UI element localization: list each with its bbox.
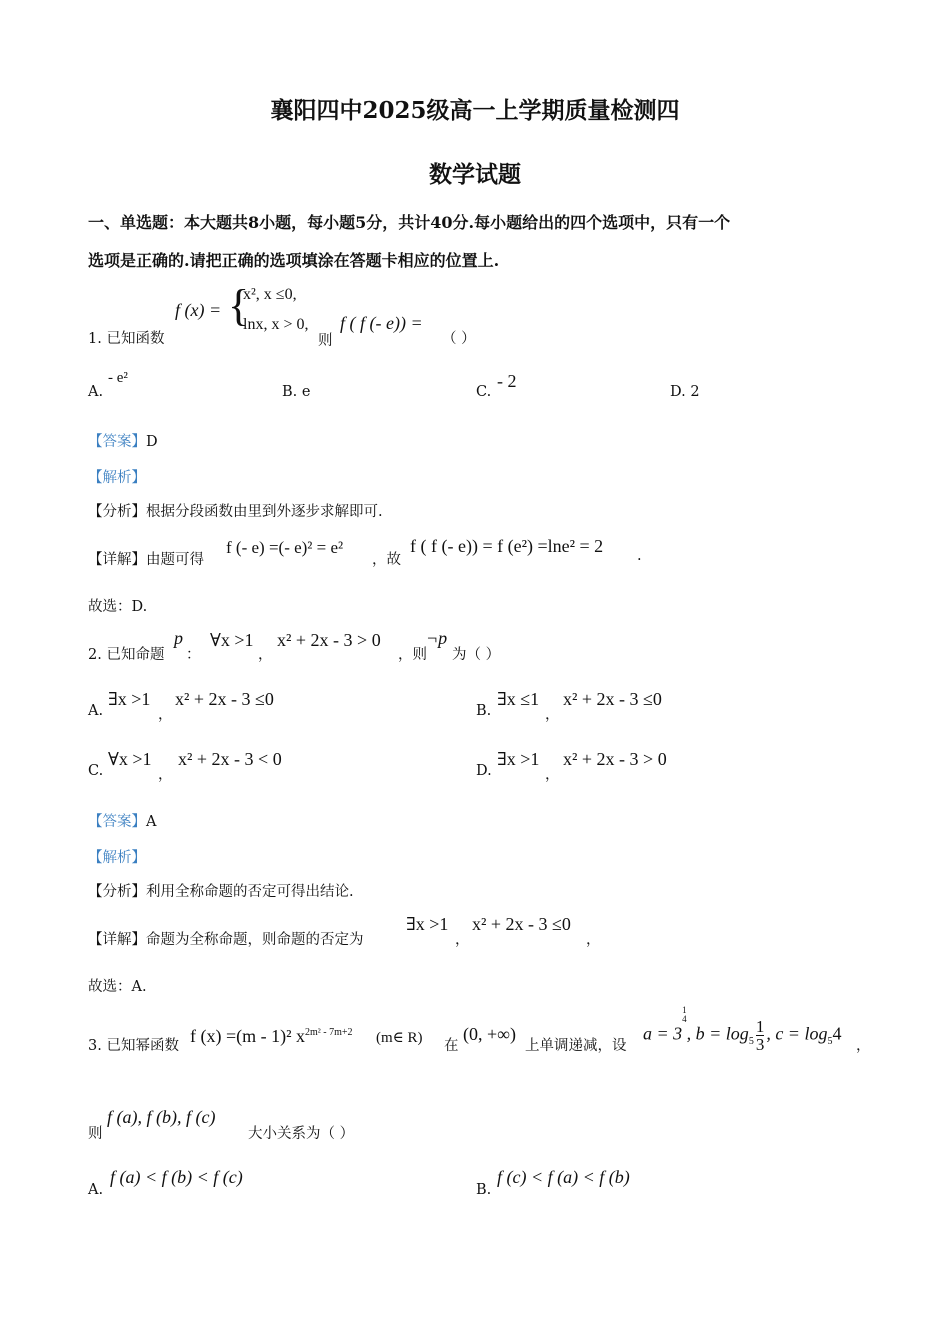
q1-prefix: 1. 已知函数	[88, 331, 165, 347]
q1-answer: 【答案】D	[88, 434, 158, 450]
q1-detail-end: .	[637, 548, 642, 564]
q1-option-d: D. 2	[670, 384, 700, 400]
q1-paren: （ ）	[442, 331, 476, 347]
q2-option-b-q: ∃x ≤1	[497, 689, 540, 709]
q3-abc: a = 3 1 4 , $b = \log_5$ $\frac{1}{3}$ , $c = \log_54$	[643, 1005, 842, 1054]
q2-option-c-e: x² + 2x - 3 < 0	[178, 749, 282, 769]
section-heading-line1: 一、单选题：本大题共8小题，每小题5分，共计40分.每小题给出的四个选项中，只有一个	[88, 213, 731, 232]
q2-then: ，则	[398, 647, 427, 663]
q2-detail-math1: ∃x >1	[406, 914, 449, 934]
q2-expr: x² + 2x - 3 > 0	[277, 630, 381, 650]
q3-prefix: 3. 已知幂函数	[88, 1038, 179, 1054]
q1-case2: lnx, x > 0,	[243, 316, 309, 333]
q1-option-c-value: - 2	[497, 371, 517, 391]
q3-suffix: 大小关系为（ ）	[248, 1126, 355, 1142]
q3-then: 则	[88, 1126, 103, 1142]
q2-option-c-label: C.	[88, 763, 104, 779]
q2-quantifier: ∀x >1	[210, 630, 254, 650]
q2-detail-math2: x² + 2x - 3 ≤0	[472, 914, 571, 934]
q1-fenxi: 【分析】根据分段函数由里到外逐步求解即可.	[88, 504, 383, 520]
q3-end-comma: ，	[856, 1038, 871, 1054]
q1-option-a-label: A.	[88, 384, 104, 400]
q2-option-d-q: ∃x >1	[497, 749, 540, 769]
q2-suffix: 为（ ）	[452, 647, 501, 663]
q2-option-a-q: ∃x >1	[108, 689, 151, 709]
q2-analysis-tag: 【解析】	[88, 850, 146, 866]
q1-then: 则	[318, 333, 333, 349]
exam-subtitle: 数学试题	[429, 161, 521, 188]
q3-vals: f (a), f (b), f (c)	[107, 1107, 216, 1127]
q1-brace: {	[228, 281, 250, 330]
q1-detail-sep: ，故	[372, 552, 401, 568]
q1-detail-math2: f ( f (- e)) = f (e²) =lne² = 2	[410, 536, 604, 556]
q2-p: p	[174, 628, 183, 648]
q2-conclusion: 故选：A.	[88, 979, 147, 995]
q1-option-a-value: - e²	[108, 370, 128, 386]
q2-option-b-e: x² + 2x - 3 ≤0	[563, 689, 662, 709]
q2-detail-label: 【详解】命题为全称命题，则命题的否定为	[88, 932, 364, 948]
q3-option-a-expr: f (a) < f (b) < f (c)	[110, 1167, 243, 1187]
q2-option-a-label: A.	[88, 703, 104, 719]
q1-expr: f ( f (- e)) =	[340, 313, 423, 333]
q2-detail-end: ，	[586, 932, 601, 948]
q2-colon: ：	[186, 647, 201, 663]
section-heading-line2: 选项是正确的.请把正确的选项填涂在答题卡相应的位置上.	[88, 251, 500, 270]
q1-analysis-tag: 【解析】	[88, 470, 146, 486]
q3-cond: (m∈ R)	[376, 1030, 423, 1046]
q1-option-b: B. e	[282, 384, 311, 400]
q3-option-a-label: A.	[88, 1182, 104, 1198]
q2-option-d-label: D.	[476, 763, 492, 779]
q1-fx: f (x) =	[175, 300, 222, 320]
q2-option-d-e: x² + 2x - 3 > 0	[563, 749, 667, 769]
q3-option-b-label: B.	[476, 1182, 492, 1198]
q2-option-d-comma: ，	[545, 767, 560, 783]
exam-title: 襄阳四中2025级高一上学期质量检测四	[270, 97, 680, 124]
q1-detail-label: 【详解】由题可得	[88, 552, 204, 568]
q2-option-c-comma: ，	[158, 767, 173, 783]
q2-option-c-q: ∀x >1	[108, 749, 152, 769]
q2-option-a-e: x² + 2x - 3 ≤0	[175, 689, 274, 709]
q1-case1: x², x ≤0,	[243, 286, 297, 303]
q2-option-a-comma: ，	[158, 707, 173, 723]
q2-answer: 【答案】A	[88, 814, 157, 830]
q1-conclusion: 故选：D.	[88, 599, 148, 615]
q1-detail-math1: f (- e) =(- e)² = e²	[226, 538, 344, 557]
q2-prefix: 2. 已知命题	[88, 647, 165, 663]
q2-comma: ，	[258, 647, 273, 663]
q2-option-b-comma: ，	[545, 707, 560, 723]
q3-mid: 上单调递减，设	[525, 1038, 627, 1054]
q2-fenxi: 【分析】利用全称命题的否定可得出结论.	[88, 884, 354, 900]
q1-option-c-label: C.	[476, 384, 492, 400]
q3-option-b-expr: f (c) < f (a) < f (b)	[497, 1167, 630, 1187]
q3-func: f (x) =(m - 1)² $x^{2m^2 - 7m+2}$	[190, 1026, 353, 1046]
q2-option-b-label: B.	[476, 703, 492, 719]
q3-in: 在	[444, 1038, 459, 1054]
q2-detail-comma: ，	[455, 932, 470, 948]
q3-interval: (0, +∞)	[463, 1024, 516, 1044]
q2-notp: ¬p	[426, 628, 448, 648]
